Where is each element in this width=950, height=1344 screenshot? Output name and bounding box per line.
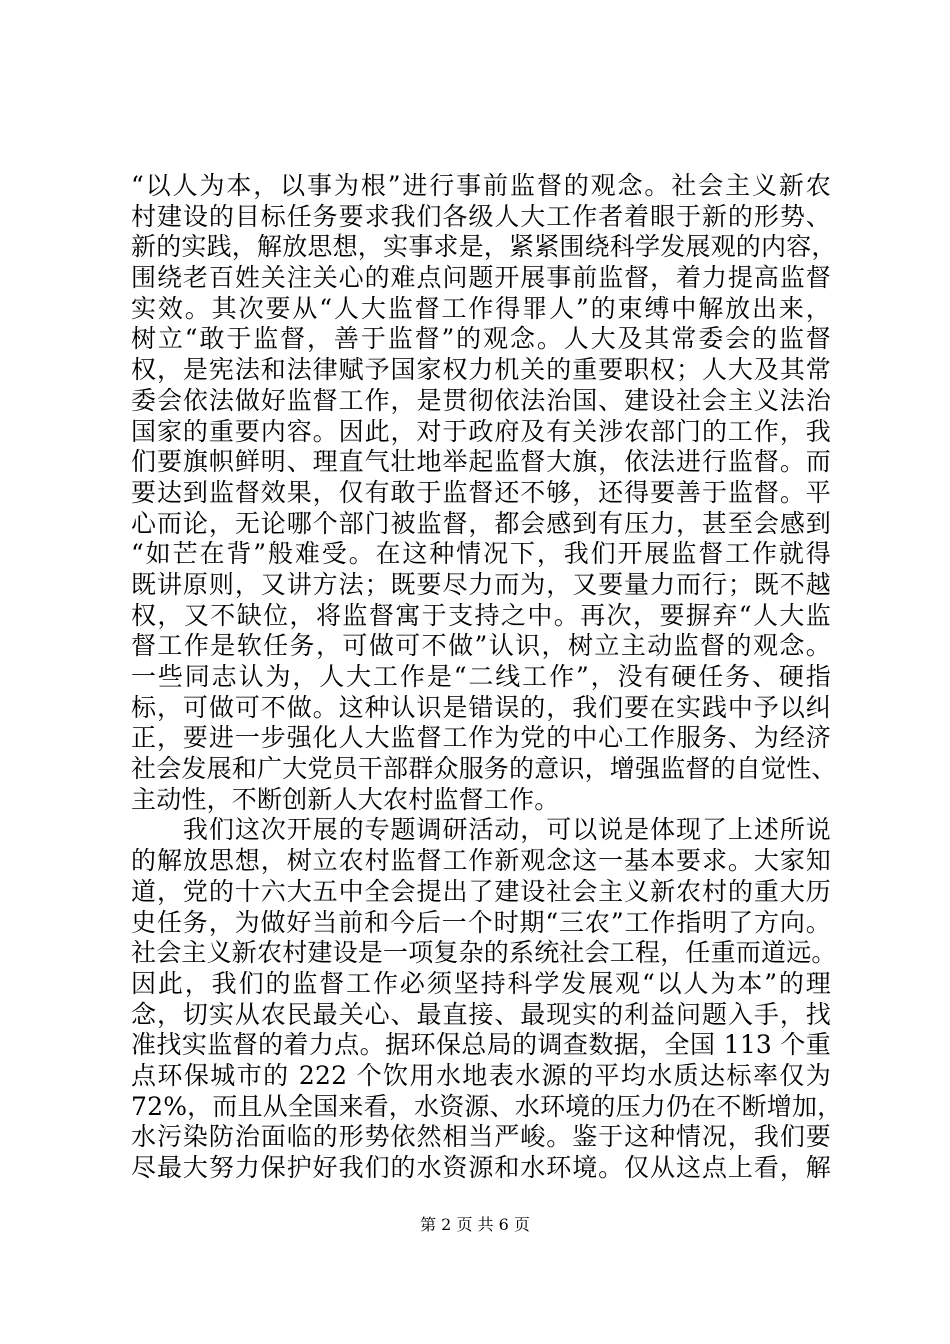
text-line: 村建设的目标任务要求我们各级人大工作者着眼于新的形势、 xyxy=(131,201,831,231)
text-line: 督工作是软任务，可做可不做”认识，树立主动监督的观念。 xyxy=(131,631,831,661)
page-number: 第 2 页 共 6 页 xyxy=(420,1215,530,1234)
text-line: “如芒在背”般难受。在这种情况下，我们开展监督工作就得 xyxy=(131,539,831,569)
text-line: 心而论，无论哪个部门被监督，都会感到有压力，甚至会感到 xyxy=(131,508,831,538)
text-line: 国家的重要内容。因此，对于政府及有关涉农部门的工作，我 xyxy=(131,416,831,446)
text-line: 尽最大努力保护好我们的水资源和水环境。仅从这点上看，解 xyxy=(131,1153,831,1182)
text-line: 实效。其次要从“人大监督工作得罪人”的束缚中解放出来， xyxy=(131,293,831,323)
text-line: 主动性，不断创新人大农村监督工作。 xyxy=(131,784,560,814)
text-line: 水污染防治面临的形势依然相当严峻。鉴于这种情况，我们要 xyxy=(131,1122,831,1152)
text-line: 一些同志认为，人大工作是“二线工作”，没有硬任务、硬指 xyxy=(131,662,831,691)
page-footer xyxy=(0,1212,950,1235)
text-line: 的解放思想，树立农村监督工作新观念这一基本要求。大家知 xyxy=(131,846,831,876)
text-line: 标，可做可不做。这种认识是错误的，我们要在实践中予以纠 xyxy=(131,692,831,722)
text-line: 72%，而且从全国来看，水资源、水环境的压力仍在不断增加， xyxy=(131,1091,843,1121)
text-line: 权，又不缺位，将监督寓于支持之中。再次，要摒弃“人大监 xyxy=(131,600,831,630)
text-line: 新的实践，解放思想，实事求是，紧紧围绕科学发展观的内容， xyxy=(131,232,837,262)
text-line: 社会主义新农村建设是一项复杂的系统社会工程，任重而道远。 xyxy=(131,938,837,968)
text-line: 念，切实从农民最关心、最直接、最现实的利益问题入手，找 xyxy=(131,999,831,1029)
text-line: 委会依法做好监督工作，是贯彻依法治国、建设社会主义法治 xyxy=(131,385,831,415)
text-line: 们要旗帜鲜明、理直气壮地举起监督大旗，依法进行监督。而 xyxy=(131,447,831,477)
text-line: 要达到监督效果，仅有敢于监督还不够，还得要善于监督。平 xyxy=(131,477,831,507)
text-line: 围绕老百姓关注关心的难点问题开展事前监督，着力提高监督 xyxy=(131,263,831,293)
text-line: 准找实监督的着力点。据环保总局的调查数据，全国 113 个重 xyxy=(131,1030,831,1060)
text-line: 因此，我们的监督工作必须坚持科学发展观“以人为本”的理 xyxy=(131,968,831,998)
text-line: “以人为本，以事为根”进行事前监督的观念。社会主义新农 xyxy=(131,171,831,200)
text-line: 社会发展和广大党员干部群众服务的意识，增强监督的自觉性、 xyxy=(131,754,837,784)
text-line: 正，要进一步强化人大监督工作为党的中心工作服务、为经济 xyxy=(131,723,831,753)
body-text xyxy=(131,171,843,1184)
text-line: 史任务，为做好当前和今后一个时期“三农”工作指明了方向。 xyxy=(131,907,831,937)
text-line: 既讲原则，又讲方法；既要尽力而为，又要量力而行；既不越 xyxy=(131,569,831,599)
text-line: 点环保城市的 222 个饮用水地表水源的平均水质达标率仅为 xyxy=(131,1060,831,1090)
text-line: 树立“敢于监督，善于监督”的观念。人大及其常委会的监督 xyxy=(131,324,831,354)
text-line: 我们这次开展的专题调研活动，可以说是体现了上述所说 xyxy=(131,815,831,845)
text-line: 道，党的十六大五中全会提出了建设社会主义新农村的重大历 xyxy=(131,876,831,906)
text-line: 权，是宪法和法律赋予国家权力机关的重要职权；人大及其常 xyxy=(131,355,831,385)
